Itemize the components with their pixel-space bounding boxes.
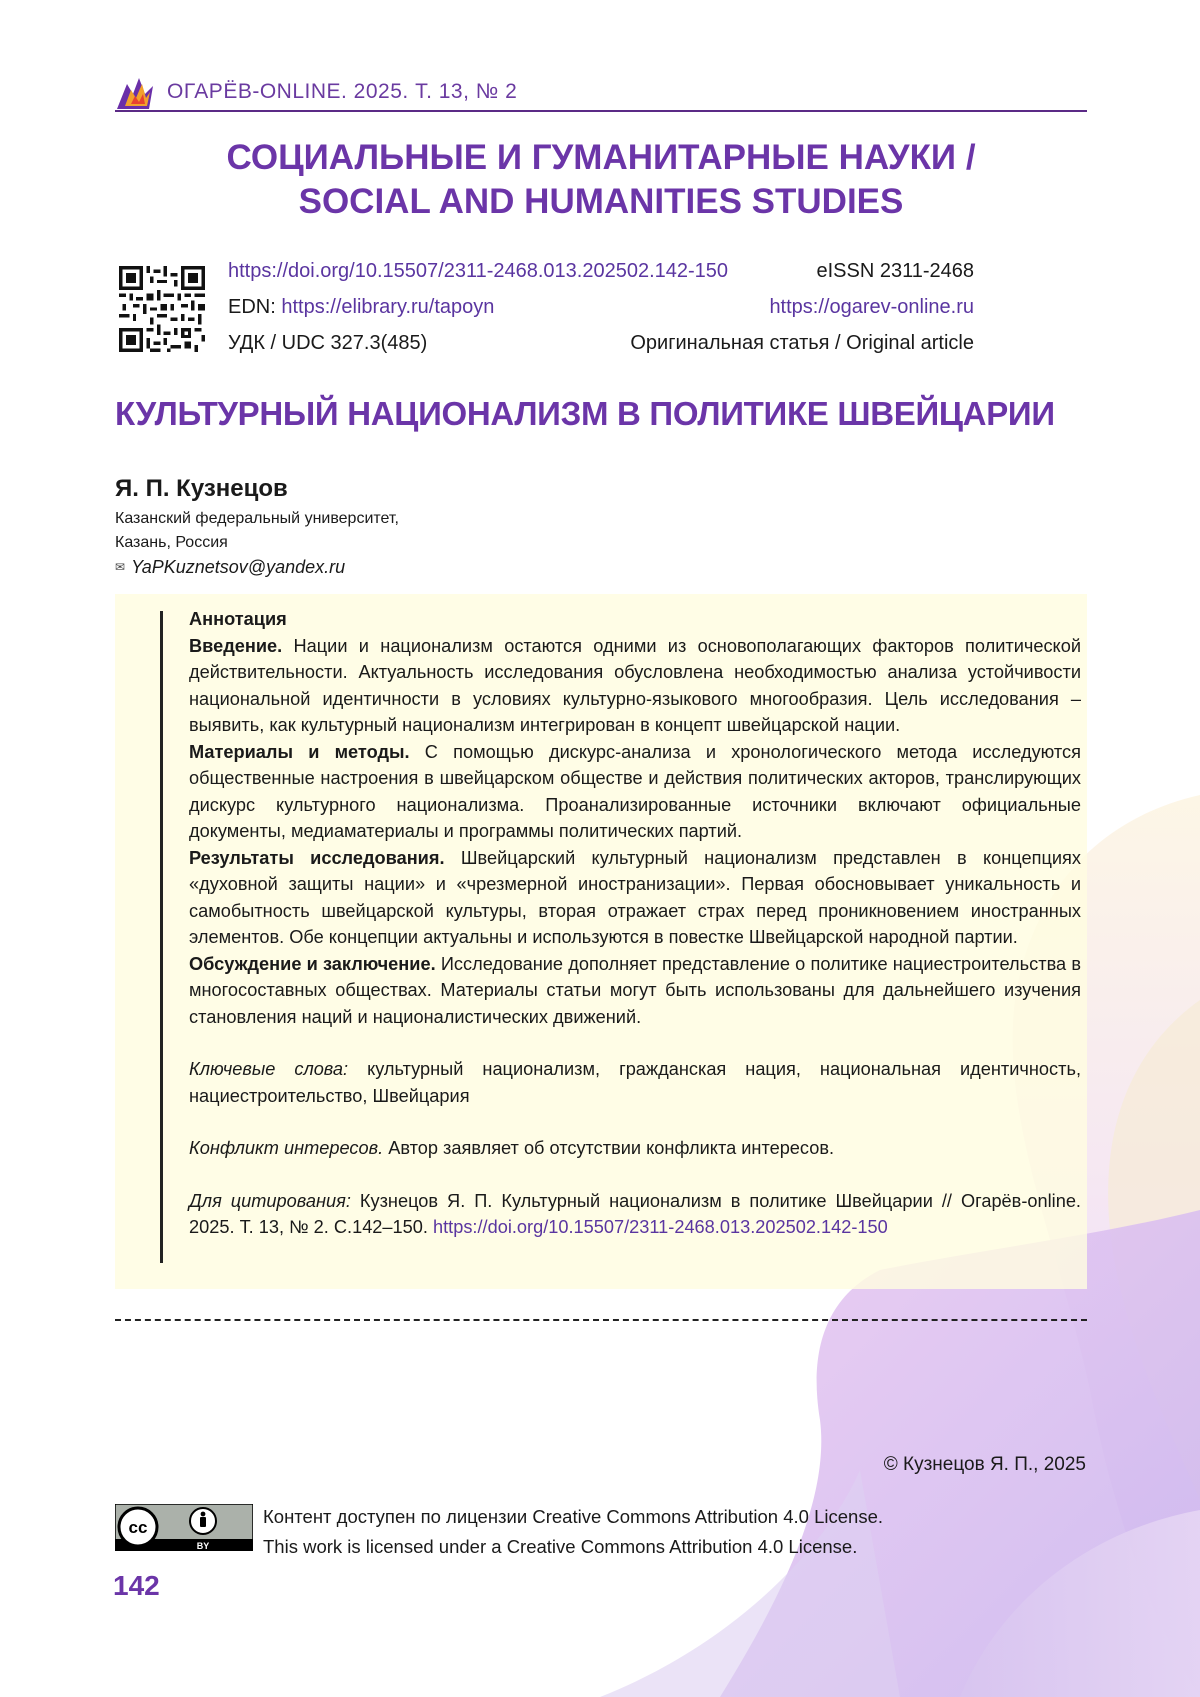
edn — [228, 292, 494, 322]
license-ru: Контент доступен по лицензии Creative Commons Attribution 4.0 License. — [263, 1506, 883, 1527]
svg-text:cc: cc — [128, 1518, 148, 1537]
abstract-introduction — [189, 633, 1081, 739]
abstract — [189, 606, 1081, 1241]
results-text: Швейцарский культурный национализм представлен в концепциях «духовной защиты нации» и «чрезмерной иностранизации». Первая обосновывает уникальность и самобытность швейцарской культуры, вторая отражает страх перед проникновением иностранных элементов. Обе концепции актуальны и используются в повестке Швейцарской народной партии. — [189, 847, 1081, 947]
meta-row-udc — [228, 328, 974, 364]
section-heading-line2: SOCIAL AND HUMANITIES STUDIES — [298, 182, 904, 221]
abstract-results — [189, 845, 1081, 951]
qr-code[interactable] — [119, 266, 205, 352]
keywords-text: культурный национализм, гражданская нация, национальная идентичность, нациестроительство, Швейцария — [189, 1059, 1081, 1106]
cc-by-license-badge[interactable] — [115, 1504, 253, 1551]
intro-label: Введение. — [189, 635, 283, 656]
citation — [189, 1188, 1081, 1241]
author-name: Я. П. Кузнецов — [115, 475, 288, 502]
citation-label: Для цитирования: — [189, 1190, 351, 1211]
citation-doi-link[interactable]: https://doi.org/10.15507/2311-2468.013.202502.142-150 — [433, 1217, 888, 1237]
eissn: eISSN 2311-2468 — [816, 260, 974, 282]
author-block — [115, 475, 715, 579]
conflict-text: Автор заявляет об отсутствии конфликта интересов. — [383, 1138, 835, 1158]
discussion-text: Исследование дополняет представление о политике нациестроительства в многосоставных обществах. Материалы статьи могут быть использованы для дальнейшего изучения становления наций и националистических движений. — [189, 953, 1081, 1027]
article-type: Оригинальная статья / Original article — [630, 332, 974, 354]
author-email-row — [115, 555, 715, 579]
conflict-label: Конфликт интересов. — [189, 1138, 384, 1158]
abstract-methods — [189, 739, 1081, 845]
abstract-left-rule — [160, 611, 163, 1263]
conflict-of-interest — [189, 1135, 1081, 1162]
author-email[interactable]: YaPKuznetsov@yandex.ru — [131, 557, 346, 577]
edn-label: EDN: — [228, 296, 282, 318]
results-label: Результаты исследования. — [189, 847, 445, 868]
affiliation-line2: Казань, Россия — [115, 534, 228, 551]
methods-text: С помощью дискурс-анализа и хронологического метода исследуются общественные настроения в швейцарском обществе и действия политических акторов, транслирующих дискурс культурного национализма. Проанализированные источники включают официальные документы, медиаматериалы и программы политических партий. — [189, 741, 1081, 841]
section-heading — [115, 136, 1087, 224]
envelope-icon: ✉ — [115, 560, 126, 574]
keywords-label: Ключевые слова: — [189, 1059, 349, 1079]
discussion-label: Обсуждение и заключение. — [189, 953, 436, 974]
citation-text: Кузнецов Я. П. Культурный национализм в политике Швейцарии // Огарёв-online. 2025. Т. 13, № 2. С.142–150. — [189, 1190, 1081, 1237]
license-en: This work is licensed under a Creative Commons Attribution 4.0 License. — [263, 1536, 858, 1557]
article-title: КУЛЬТУРНЫЙ НАЦИОНАЛИЗМ В ПОЛИТИКЕ ШВЕЙЦАРИИ — [115, 395, 1055, 432]
doi-link[interactable]: https://doi.org/10.15507/2311-2468.013.202502.142-150 — [228, 260, 729, 282]
section-divider — [115, 1319, 1087, 1321]
meta-row-edn — [228, 292, 974, 328]
section-heading-line1: СОЦИАЛЬНЫЕ И ГУМАНИТАРНЫЕ НАУКИ / — [226, 138, 976, 177]
article-meta — [228, 256, 974, 364]
meta-row-doi — [228, 256, 974, 292]
journal-title: ОГАРЁВ-ONLINE. 2025. Т. 13, № 2 — [167, 80, 518, 103]
methods-label: Материалы и методы. — [189, 741, 410, 762]
udc: УДК / UDC 327.3(485) — [228, 332, 428, 354]
copyright: © Кузнецов Я. П., 2025 — [883, 1454, 1086, 1475]
journal-site-link[interactable]: https://ogarev-online.ru — [769, 296, 974, 318]
journal-header — [115, 76, 1087, 112]
page-number: 142 — [113, 1570, 160, 1601]
cc-by-label: BY — [196, 1541, 210, 1551]
affiliation-line1: Казанский федеральный университет, — [115, 510, 399, 527]
edn-link[interactable]: https://elibrary.ru/tapoyn — [281, 296, 495, 318]
abstract-heading: Аннотация — [189, 609, 287, 629]
abstract-discussion — [189, 951, 1081, 1031]
journal-logo-icon — [115, 76, 155, 110]
license-text — [263, 1502, 963, 1562]
keywords — [189, 1056, 1081, 1109]
intro-text: Нации и национализм остаются одними из основополагающих факторов политической действительности. Актуальность исследования обусловлена необходимостью анализа устойчивости национальной идентичности в условиях культурно-языкового многообразия. Цель исследования – выявить, как культурный национализм интегрирован в концепт швейцарской нации. — [189, 635, 1081, 735]
